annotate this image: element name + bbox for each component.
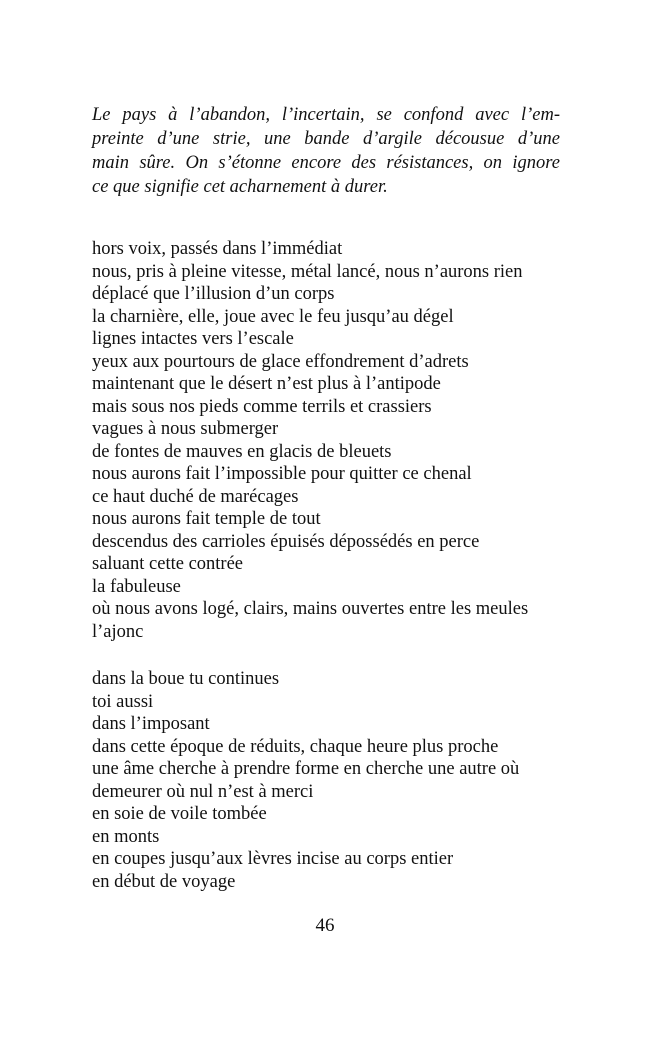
poem-line: en coupes jusqu’aux lèvres incise au corps entier [92,849,454,869]
poem-line: en soie de voile tombée [92,804,267,824]
poem-line: l’ajonc [92,621,144,642]
poem-line: hors voix, passés dans l’immédiat [92,239,343,259]
epigraph-line: Le pays à l’abandon, l’incertain, se confond avec l’em- [92,105,560,125]
poem-line: en monts [92,826,160,847]
poem-line: de fontes de mauves en glacis de bleuets [92,441,392,462]
poem-line: demeurer où nul n’est à merci [92,781,314,802]
poem-stanza-2 [92,668,519,893]
poem-line: nous, pris à pleine vitesse, métal lancé, nous n’aurons rien [92,261,523,282]
epigraph [92,103,560,199]
poem-line: une âme cherche à prendre forme en cherche une autre où [92,759,520,779]
poem-line: nous aurons fait l’impossible pour quitter ce chenal [92,464,472,484]
poem-line: en début de voyage [92,871,236,892]
poem-stanza-1 [92,238,528,643]
epigraph-line: preinte d’une strie, une bande d’argile décousue d’une [92,129,560,149]
poem-line: lignes intactes vers l’escale [92,329,294,349]
poem-line: yeux aux pourtours de glace effondrement d’adrets [92,351,469,372]
poem-line: dans l’imposant [92,714,210,734]
poem-line: saluant cette contrée [92,554,243,574]
poem-line: descendus des carrioles épuisés dépossédés en perce [92,531,480,552]
epigraph-line: main sûre. On s’étonne encore des résistances, on ignore [92,153,560,173]
poem-line: ce haut duché de marécages [92,486,299,507]
page-number: 46 [315,915,335,936]
epigraph-line: ce que signifie cet acharnement à durer. [92,177,388,197]
poem-line: où nous avons logé, clairs, mains ouvertes entre les meules [92,599,529,619]
poem-line: dans la boue tu continues [92,669,280,689]
poem-line: la charnière, elle, joue avec le feu jusqu’au dégel [92,306,454,327]
poem-line: mais sous nos pieds comme terrils et crassiers [92,396,432,417]
poem-line: maintenant que le désert n’est plus à l’antipode [92,374,441,394]
poem-line: dans cette époque de réduits, chaque heure plus proche [92,736,499,757]
poem-line: déplacé que l’illusion d’un corps [92,284,335,304]
poem-line: vagues à nous submerger [92,419,279,439]
poem-line: la fabuleuse [92,576,181,597]
poem-line: nous aurons fait temple de tout [92,509,321,529]
poem-line: toi aussi [92,691,154,712]
